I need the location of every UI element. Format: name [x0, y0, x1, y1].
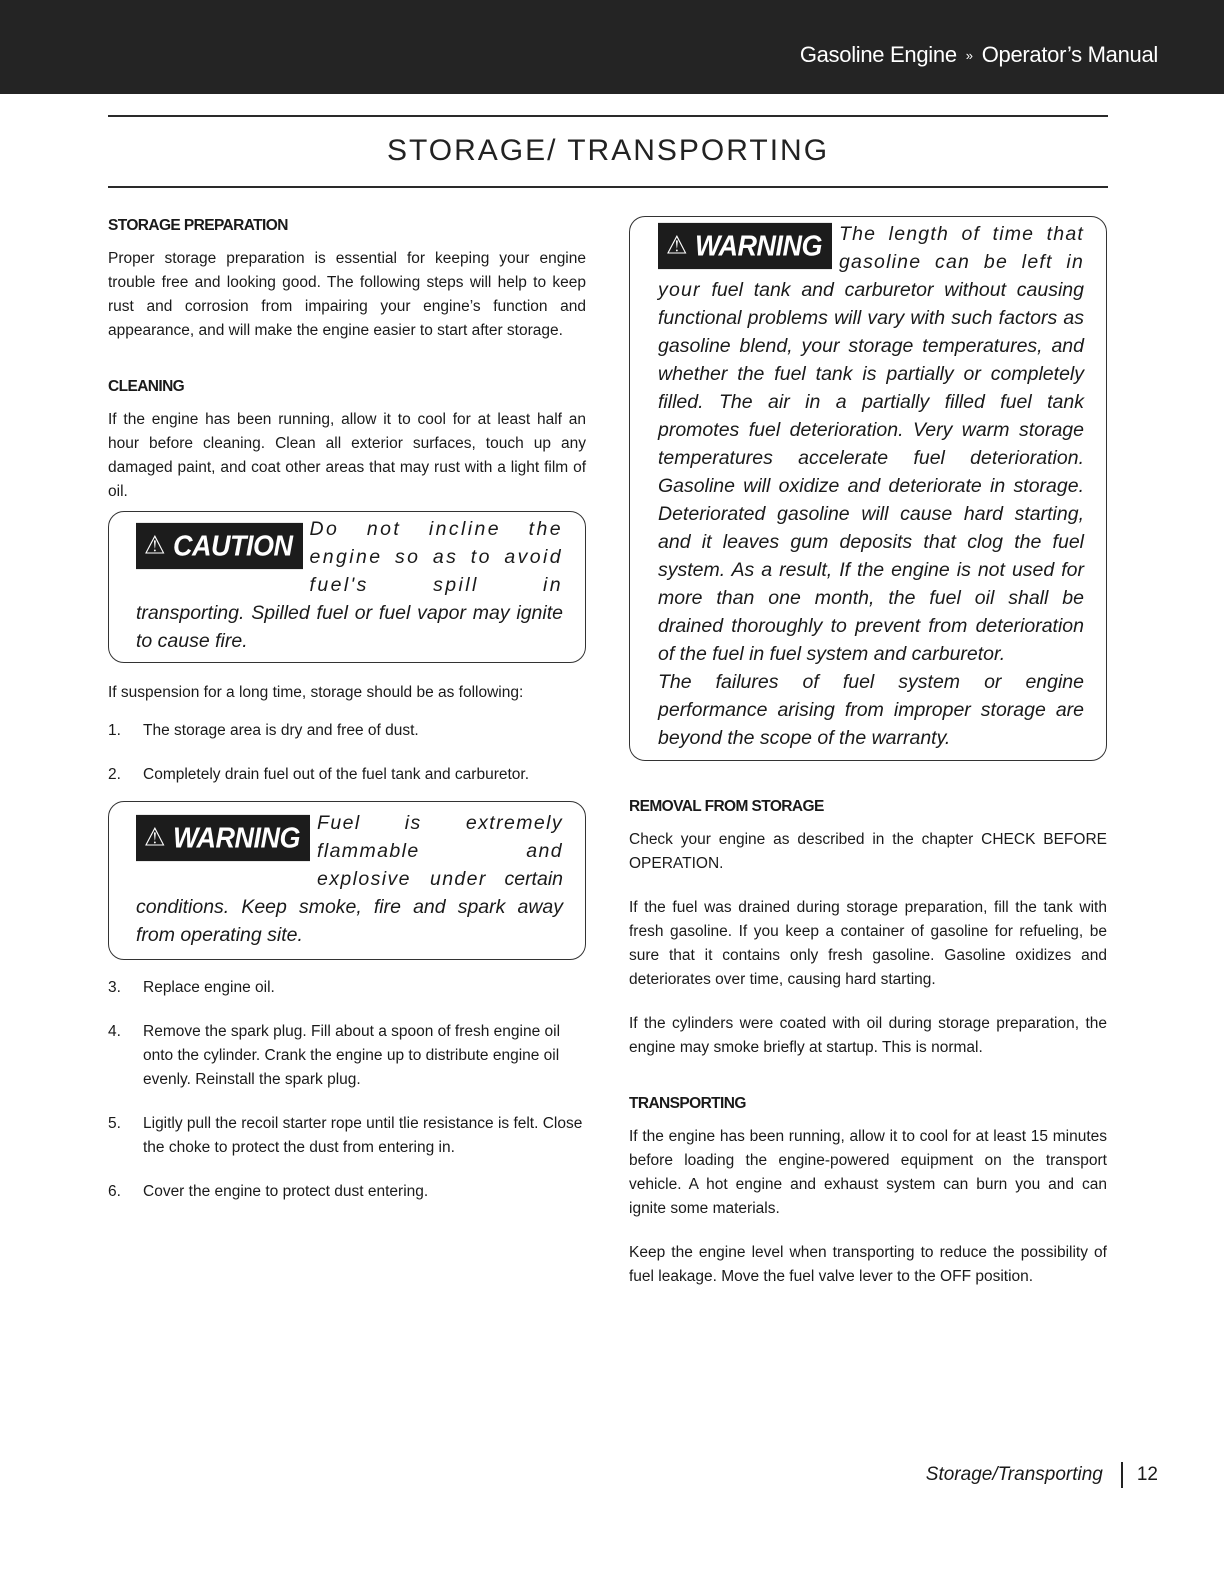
- suspension-intro: If suspension for a long time, storage should be as following:: [108, 684, 524, 701]
- title-top-rule: [108, 115, 1108, 117]
- caution-text: transporting. Spilled fuel or fuel vapor may ignite to cause fire.: [136, 602, 563, 652]
- caution-badge: [136, 523, 303, 569]
- list-item: [108, 1112, 586, 1160]
- step-number: 2.: [108, 766, 121, 783]
- caution-box: [108, 511, 586, 663]
- fuel-warning-box: [108, 801, 586, 960]
- gasoline-warning-text: fuel tank and carburetor without causing functional problems will vary with such factors as gasoline blend, your storage temperatures, and whether the fuel tank is partially or completely filled. The air in a partially filled fuel tank promotes fuel deterioration. Very warm storage temperatures accelerate fuel deterioration. Gasoline will oxidize and deteriorate in storage. Deteriorated gasoline will cause hard starting, and it leaves gum deposits that clog the fuel system. As a result, If the engine is not used for more than one month, the fuel oil shall be drained thoroughly to prevent from deterioration of the fuel in fuel system and carburetor.: [658, 279, 1084, 665]
- step-text: Cover the engine to protect dust entering.: [143, 1183, 429, 1200]
- caution-lead-text: Do not incline the engine so as to avoid fuel's spill in: [309, 518, 563, 596]
- warning-triangle-icon: ⚠: [144, 823, 166, 852]
- step-number: 4.: [108, 1023, 121, 1040]
- cleaning-body: If the engine has been running, allow it to cool for at least half an hour before cleaning. Clean all exterior surfaces, touch up any damaged paint, and coat other areas that may rust with a light film of oil.: [108, 411, 586, 500]
- page-title: STORAGE/ TRANSPORTING: [386, 134, 830, 167]
- right-column: [629, 216, 1107, 1289]
- step-text: The storage area is dry and free of dust.: [143, 722, 419, 739]
- step-number: 1.: [108, 722, 121, 739]
- removal-paragraph-2: If the fuel was drained during storage preparation, fill the tank with fresh gasoline. If you keep a container of gasoline for refueling, be sure that it contains only fresh gasoline. Gasoline oxidizes and deteriorates over time, causing hard starting.: [629, 899, 1107, 988]
- step-number: 6.: [108, 1183, 121, 1200]
- gasoline-warning-box: [629, 216, 1107, 761]
- list-item: [108, 976, 586, 1000]
- fuel-warning-text: certain conditions. Keep smoke, fire and spark away from operating site.: [136, 868, 563, 946]
- step-number: 5.: [108, 1115, 121, 1132]
- gasoline-warning-label: WARNING: [695, 230, 823, 262]
- transporting-heading: TRANSPORTING: [629, 1095, 746, 1112]
- removal-paragraph-3: If the cylinders were coated with oil during storage preparation, the engine may smoke briefly at startup. This is normal.: [629, 1015, 1107, 1056]
- removal-heading: REMOVAL FROM STORAGE: [629, 798, 824, 815]
- list-item: [108, 1020, 586, 1092]
- fuel-warning-label: WARNING: [173, 822, 301, 854]
- running-header: [800, 42, 1158, 68]
- cleaning-heading: CLEANING: [108, 378, 185, 395]
- transporting-paragraph-1: If the engine has been running, allow it to cool for at least 15 minutes before loading the engine-powered equipment on the transport vehicle. A hot engine and exhaust system can burn you and can ignite some materials.: [629, 1128, 1107, 1217]
- gasoline-warning-badge: [658, 223, 832, 269]
- transporting-paragraph-2: Keep the engine level when transporting to reduce the possibility of fuel leakage. Move the fuel valve lever to the OFF position.: [629, 1244, 1107, 1285]
- fuel-warning-badge: [136, 815, 310, 861]
- header-product: Gasoline Engine: [799, 42, 957, 67]
- footer-divider: [1121, 1462, 1123, 1488]
- gasoline-warning-lead-text: The length of time that gasoline can be left in your: [658, 223, 1084, 301]
- footer-section-name: Storage/Transporting: [925, 1464, 1103, 1485]
- warning-triangle-icon: ⚠: [144, 531, 166, 560]
- title-bottom-rule: [108, 186, 1108, 188]
- page-footer: [926, 1462, 1158, 1488]
- step-text: Replace engine oil.: [143, 979, 275, 996]
- warning-triangle-icon: ⚠: [666, 231, 688, 260]
- step-text: Remove the spark plug. Fill about a spoon of fresh engine oil onto the cylinder. Crank the engine up to distribute engine oil evenly. Reinstall the spark plug.: [143, 1023, 561, 1088]
- storage-steps-list-b: [108, 976, 586, 1204]
- fuel-warning-lead-text: Fuel is extremely flammable and explosive under: [317, 812, 563, 890]
- header-manual: Operator’s Manual: [981, 42, 1158, 67]
- step-text: Completely drain fuel out of the fuel tank and carburetor.: [143, 766, 530, 783]
- list-item: [108, 1180, 586, 1204]
- removal-paragraph-1: Check your engine as described in the chapter CHECK BEFORE OPERATION.: [629, 831, 1107, 872]
- step-number: 3.: [108, 979, 121, 996]
- header-separator: »: [965, 48, 973, 63]
- storage-prep-heading: STORAGE PREPARATION: [108, 217, 288, 234]
- header-bar: [0, 0, 1224, 94]
- left-column: [108, 214, 586, 1204]
- gasoline-warning-scope-text: The failures of fuel system or engine performance arising from improper storage are beyond the scope of the warranty.: [658, 671, 1084, 749]
- list-item: [108, 763, 586, 787]
- step-text: Ligitly pull the recoil starter rope until tlie resistance is felt. Close the choke to protect the dust from entering in.: [143, 1115, 583, 1156]
- storage-prep-body: Proper storage preparation is essential for keeping your engine trouble free and looking good. The following steps will help to keep rust and corrosion from impairing your engine’s function and appearance, and will make the engine easier to start after storage.: [108, 250, 586, 339]
- page-number: 12: [1136, 1464, 1158, 1485]
- storage-steps-list-a: [108, 719, 586, 787]
- caution-label: CAUTION: [173, 530, 293, 562]
- list-item: [108, 719, 586, 743]
